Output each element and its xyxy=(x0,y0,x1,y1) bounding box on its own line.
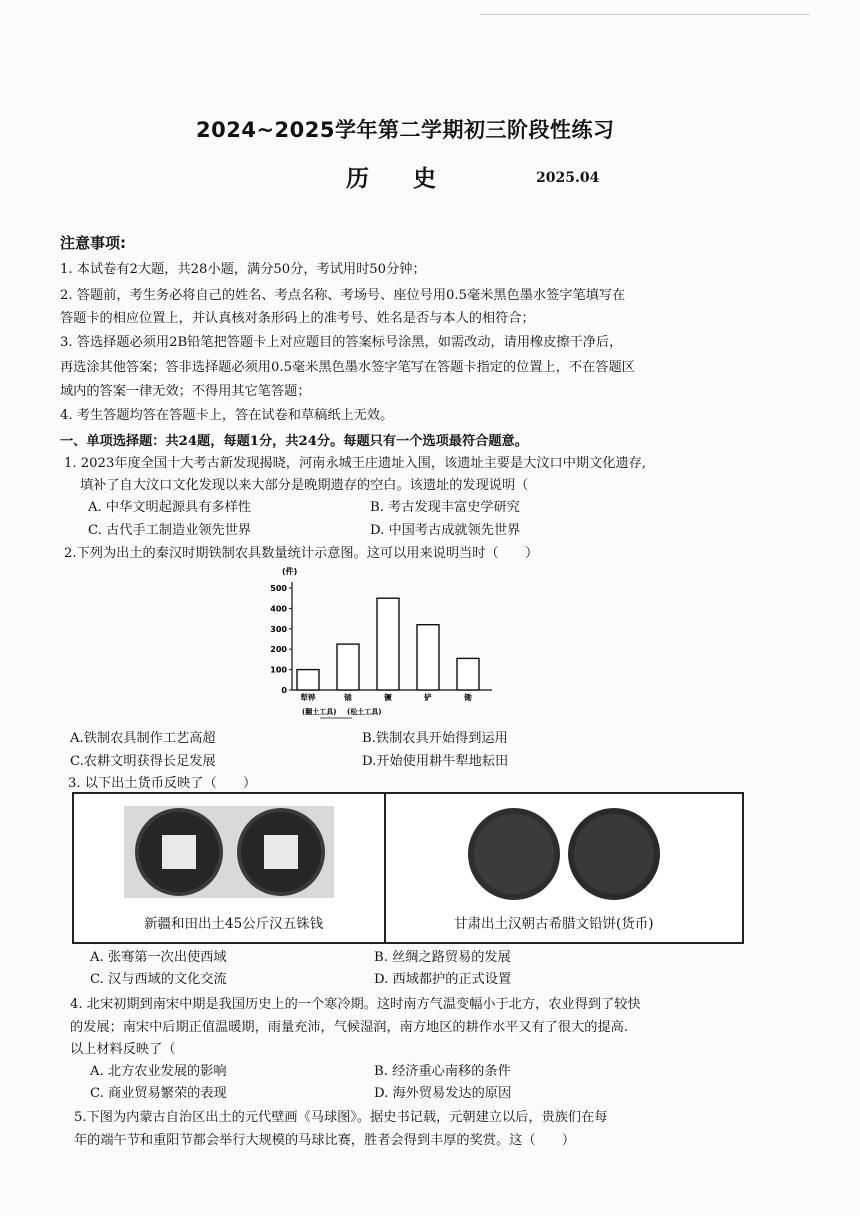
note-line: 1. 本试卷有2大题，共28小题，满分50分，考试用时50分钟； xyxy=(60,262,426,277)
exam-date: 2025.04 xyxy=(536,170,600,186)
x-tick-label: 镢 xyxy=(384,693,392,702)
x-tick-label: 铲 xyxy=(424,693,432,702)
q3-option-d[interactable]: D. 西域都护的正式设置 xyxy=(374,972,512,987)
x-tick-label: 犁铧 xyxy=(300,693,316,702)
note-line: 2. 答题前，考生务必将自己的姓名、考点名称、考场号、座位号用0.5毫米黑色墨水签字笔填写在 xyxy=(60,288,626,303)
bar-锄 xyxy=(457,658,479,690)
wuzhu-coins-image xyxy=(74,794,386,906)
section-heading: 一、单项选择题：共24题，每题1分，共24分。每题只有一个选项最符合题意。 xyxy=(60,434,528,449)
note-line: 4. 考生答题均答在答题卡上，答在试卷和草稿纸上无效。 xyxy=(60,408,394,423)
q1-option-b[interactable]: B. 考古发现丰富史学研究 xyxy=(370,500,520,515)
y-tick-label: 300 xyxy=(270,624,287,634)
q4-option-a[interactable]: A. 北方农业发展的影响 xyxy=(90,1064,227,1079)
x-tick-label: 锸 xyxy=(344,693,352,702)
caption-lead-cakes: 甘肃出土汉朝古希腊文铅饼(货币) xyxy=(454,916,654,932)
x-tick-label: 锄 xyxy=(464,693,472,702)
y-tick-label: 0 xyxy=(281,686,287,695)
q2-option-d[interactable]: D.开始使用耕牛犁地耘田 xyxy=(362,754,509,769)
q1-option-a[interactable]: A. 中华文明起源具有多样性 xyxy=(88,500,251,515)
q4-option-d[interactable]: D. 海外贸易发达的原因 xyxy=(374,1086,512,1101)
x-axis-labels xyxy=(301,692,473,702)
bar-锸 xyxy=(337,644,359,690)
lead-cakes-image xyxy=(386,794,742,906)
q4-option-c[interactable]: C. 商业贸易繁荣的表现 xyxy=(90,1086,227,1101)
q1-stem-line1: 1. 2023年度全国十大考古新发现揭晓，河南永城王庄遗址入围，该遗址主要是大汶口中期文化遗存, xyxy=(64,456,647,471)
note-line: 域内的答案一律无效；不得用其它笔答题； xyxy=(60,384,311,399)
bar-镢 xyxy=(377,598,399,690)
iron-tools-bar-chart xyxy=(262,564,512,724)
y-tick-label: 500 xyxy=(270,584,287,593)
q5-stem-line2: 年的端午节和重阳节都会举行大规模的马球比赛，胜者会得到丰厚的奖赏。这（ ） xyxy=(74,1133,576,1148)
subject-title: 历 史 xyxy=(346,166,455,192)
bars-group xyxy=(297,598,479,690)
y-axis xyxy=(270,584,292,695)
chart-unit-label: (件) xyxy=(282,567,298,576)
bottom-label-1: (翻土工具) xyxy=(302,708,337,716)
caption-wuzhu: 新疆和田出土45公斤汉五铢钱 xyxy=(144,916,324,932)
q4-stem-line2: 的发展；南宋中后期正值温暖期，雨量充沛，气候湿润，南方地区的耕作水平又有了很大的提高. xyxy=(70,1020,629,1035)
q4-option-b[interactable]: B. 经济重心南移的条件 xyxy=(374,1064,511,1079)
q4-stem-line3: 以上材料反映了（ xyxy=(70,1042,176,1057)
notes-heading: 注意事项: xyxy=(60,234,126,252)
exam-title: 2024~2025学年第二学期初三阶段性练习 xyxy=(196,118,615,142)
q3-option-b[interactable]: B. 丝绸之路贸易的发展 xyxy=(374,950,511,965)
q3-option-a[interactable]: A. 张骞第一次出使西域 xyxy=(90,950,227,965)
q2-option-a[interactable]: A.铁制农具制作工艺高超 xyxy=(70,731,216,746)
note-line: 3. 答选择题必须用2B铅笔把答题卡上对应题目的答案标号涂黑，如需改动，请用橡皮擦干净后， xyxy=(60,335,623,350)
bar-犁铧 xyxy=(297,670,319,690)
note-line: 答题卡的相应位置上，并认真核对条形码上的准考号、姓名是否与本人的相符合； xyxy=(60,311,535,326)
q1-option-d[interactable]: D. 中国考古成就领先世界 xyxy=(370,523,521,538)
q3-option-c[interactable]: C. 汉与西域的文化交流 xyxy=(90,972,227,987)
scan-artifact xyxy=(480,14,810,15)
coin-figure-right xyxy=(384,792,744,944)
y-tick-label: 100 xyxy=(270,665,287,675)
q1-option-c[interactable]: C. 古代手工制造业领先世界 xyxy=(88,523,252,538)
q5-stem-line1: 5.下图为内蒙古自治区出土的元代壁画《马球图》。据史书记载，元朝建立以后，贵族们在每 xyxy=(74,1110,608,1125)
q2-stem: 2.下列为出土的秦汉时期铁制农具数量统计示意图。这可以用来说明当时（ ） xyxy=(64,546,539,561)
q2-option-b[interactable]: B.铁制农具开始得到运用 xyxy=(362,731,508,746)
q3-stem: 3. 以下出土货币反映了（ ） xyxy=(68,776,257,791)
q2-option-c[interactable]: C.农耕文明获得长足发展 xyxy=(70,754,216,769)
y-tick-label: 400 xyxy=(270,604,287,614)
coin-figure-left xyxy=(72,792,388,944)
bottom-label-2: (松土工具) xyxy=(347,708,382,716)
note-line: 再选涂其他答案；答非选择题必须用0.5毫米黑色墨水签字笔写在答题卡指定的位置上，不在答题区 xyxy=(60,360,635,375)
q4-stem-line1: 4. 北宋初期到南宋中期是我国历史上的一个寒冷期。这时南方气温变幅小于北方，农业得到了较快 xyxy=(70,997,641,1012)
bar-铲 xyxy=(417,625,439,690)
y-tick-label: 200 xyxy=(270,645,287,655)
q1-stem-line2: 填补了自大汶口文化发现以来大部分是晚期遗存的空白。该遗址的发现说明（ xyxy=(80,478,529,493)
